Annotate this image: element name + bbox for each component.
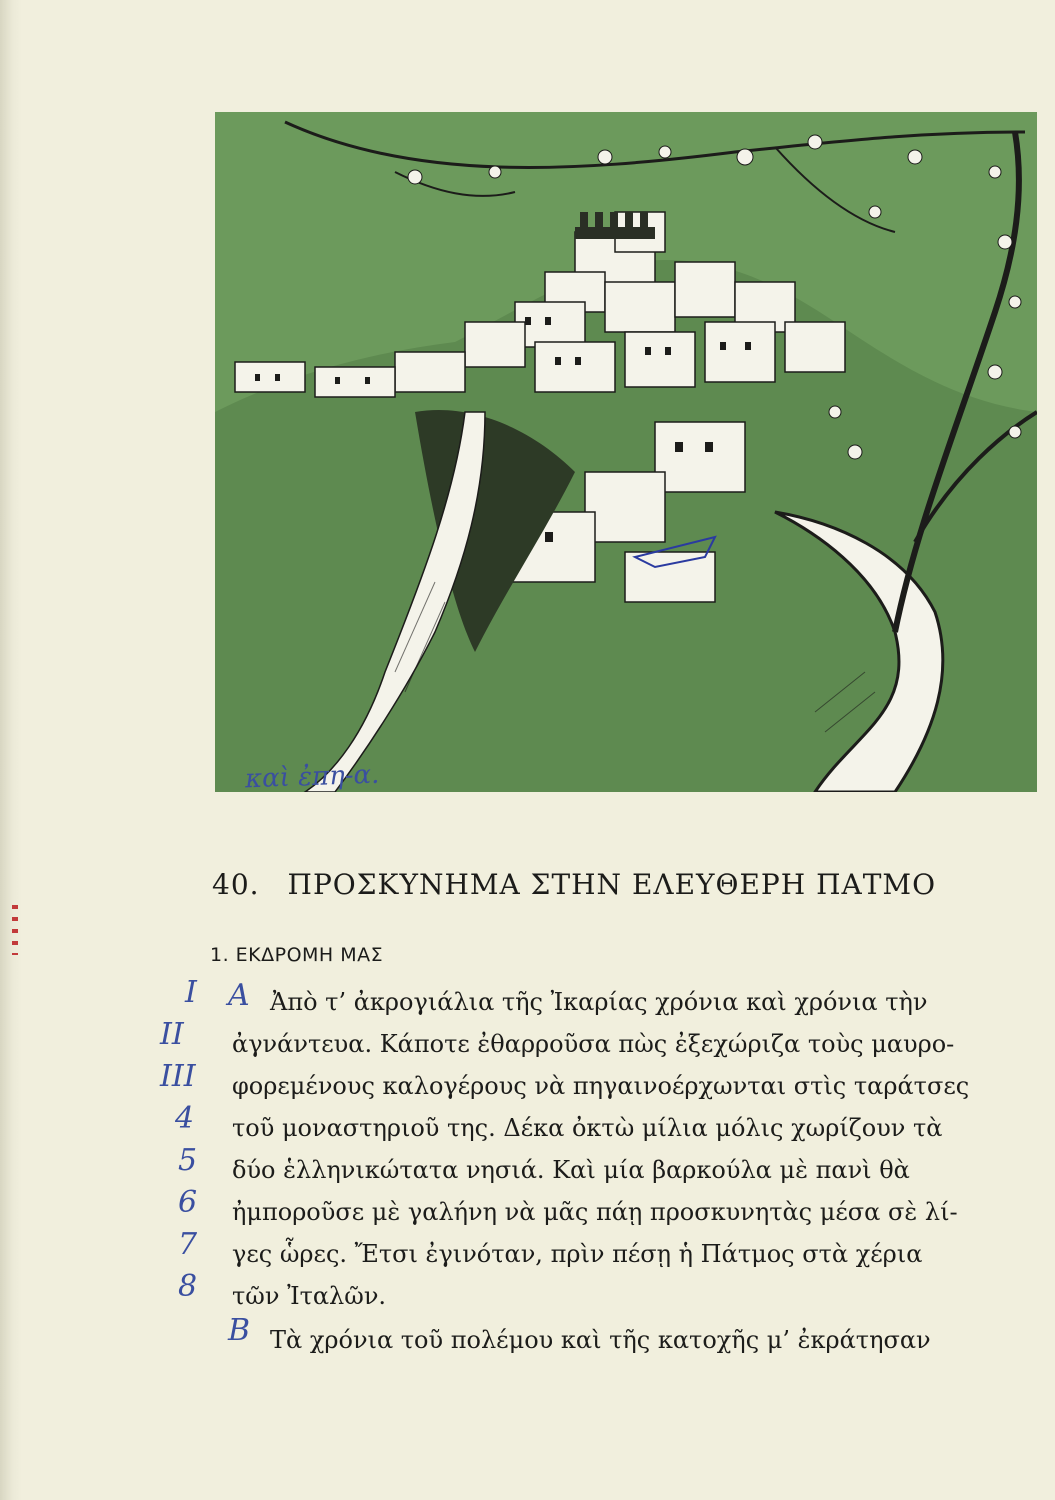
paragraph-line: γες ὧρες. Ἔτσι ἐγινόταν, πρὶν πέσῃ ἡ Πάτμος στὰ χέρια — [232, 1240, 923, 1268]
margin-mark: 8 — [178, 1269, 198, 1304]
margin-mark: 7 — [178, 1227, 198, 1262]
paragraph-line: ἀγνάντευα. Κάποτε ἐθαρροῦσα πὼς ἐξεχώριζα τοὺς μαυρο- — [232, 1030, 955, 1058]
paragraph-line: φορεμένους καλογέρους νὰ πηγαινοέρχωνται στὶς ταράτσες — [232, 1072, 970, 1100]
chapter-heading — [212, 868, 1012, 901]
margin-mark: II — [160, 1017, 184, 1052]
paragraph-line: ἠμποροῦσε μὲ γαλήνη νὰ μᾶς πάῃ προσκυνητὰς μέσα σὲ λί- — [232, 1198, 958, 1226]
paragraph-line: τοῦ μοναστηριοῦ της. Δέκα ὀκτὼ μίλια μόλις χωρίζουν τὰ — [232, 1114, 943, 1142]
paragraph-line: Ἀπὸ τ’ ἀκρογιάλια τῆς Ἰκαρίας χρόνια καὶ χρόνια τὴν — [270, 988, 928, 1016]
margin-red-marks — [12, 905, 18, 955]
paragraph-line: Τὰ χρόνια τοῦ πολέμου καὶ τῆς κατοχῆς μ’ ἐκράτησαν — [270, 1326, 931, 1354]
margin-mark: 5 — [178, 1143, 198, 1178]
paragraph-line: τῶν Ἰταλῶν. — [232, 1282, 387, 1310]
page-edge — [0, 0, 22, 1500]
margin-mark: A — [228, 978, 250, 1013]
paragraph-line: δύο ἑλληνικώτατα νησιά. Καὶ μία βαρκούλα μὲ πανὶ θὰ — [232, 1156, 910, 1184]
handwritten-note: καὶ ἐπη-α. — [244, 759, 380, 795]
patmos-illustration — [215, 112, 1037, 792]
chapter-number: 40. — [212, 868, 260, 901]
margin-mark: 4 — [175, 1101, 195, 1136]
illustration-drawing — [215, 112, 1037, 792]
margin-mark: III — [160, 1059, 196, 1094]
chapter-title: ΠΡΟΣΚΥΝΗΜΑ ΣΤΗΝ ΕΛΕΥΘΕΡΗ ΠΑΤΜΟ — [287, 868, 937, 901]
section-heading: 1. ΕΚΔΡΟΜΗ ΜΑΣ — [210, 944, 384, 966]
margin-mark: B — [228, 1313, 251, 1348]
margin-mark: 6 — [178, 1185, 198, 1220]
margin-mark: I — [185, 975, 197, 1010]
